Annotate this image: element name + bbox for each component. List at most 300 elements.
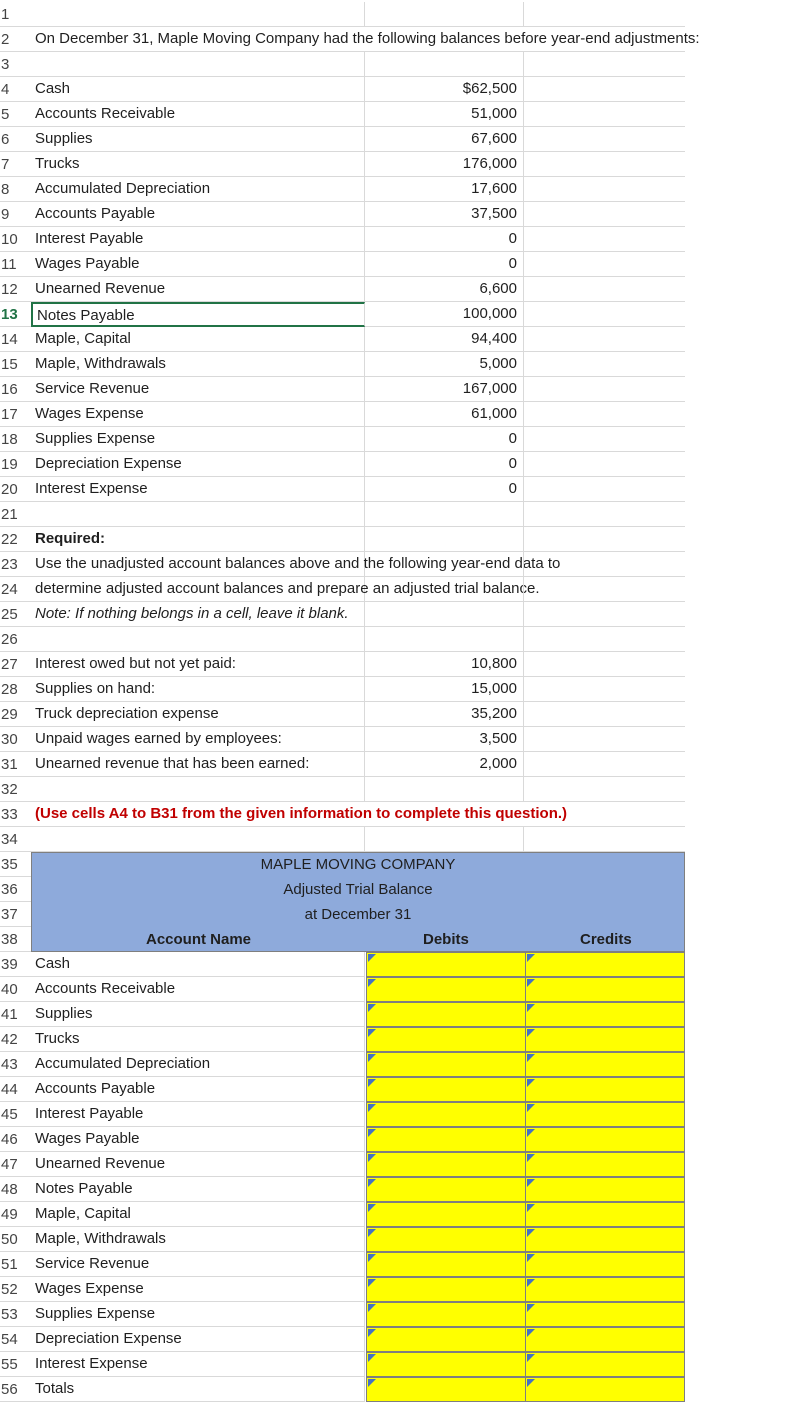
cell-c[interactable] [524, 502, 685, 527]
sheet-row [0, 402, 794, 427]
trial-balance-account-name[interactable]: Depreciation Expense [31, 1327, 365, 1352]
row-number[interactable]: 1 [1, 6, 10, 23]
trial-balance-row [0, 1052, 794, 1077]
adjustment-label[interactable]: Unpaid wages earned by employees: [31, 727, 365, 752]
balance-amount[interactable]: 0 [365, 427, 524, 452]
credit-input-cell[interactable] [525, 1177, 685, 1202]
balance-account-name[interactable]: Accounts Payable [31, 202, 365, 227]
cell-c[interactable] [524, 552, 685, 577]
row-number[interactable]: 13 [1, 306, 18, 323]
report-title: Adjusted Trial Balance [283, 881, 433, 898]
debit-input-cell[interactable] [366, 1277, 526, 1302]
trial-balance-account-name[interactable]: Accounts Payable [31, 1077, 365, 1102]
cell-a[interactable] [31, 52, 365, 77]
debit-input-cell[interactable] [366, 1027, 526, 1052]
trial-balance-account-name[interactable]: Interest Expense [31, 1352, 365, 1377]
adjustment-amount[interactable]: 35,200 [365, 702, 524, 727]
cell-c[interactable] [524, 702, 685, 727]
sheet-row [0, 27, 794, 52]
cell-c[interactable] [524, 527, 685, 552]
input-marker-icon [527, 1104, 535, 1112]
row-number[interactable]: 47 [1, 1156, 18, 1173]
balance-account-name[interactable]: Service Revenue [31, 377, 365, 402]
row-number[interactable]: 24 [1, 581, 18, 598]
cell-c[interactable] [524, 252, 685, 277]
credit-input-cell[interactable] [525, 1327, 685, 1352]
required-text-line2[interactable]: determine adjusted account balances and prepare an adjusted trial balance. [31, 577, 365, 602]
row-number[interactable]: 3 [1, 56, 10, 73]
cell-c[interactable] [524, 77, 685, 102]
credit-input-cell[interactable] [525, 977, 685, 1002]
row-number[interactable]: 2 [1, 31, 10, 48]
cell-c[interactable] [524, 677, 685, 702]
adjustment-label[interactable]: Unearned revenue that has been earned: [31, 752, 365, 777]
trial-balance-row [0, 1002, 794, 1027]
row-number[interactable]: 27 [1, 656, 18, 673]
required-text-line1[interactable]: Use the unadjusted account balances above and the following year-end data to [31, 552, 365, 577]
credit-input-cell[interactable] [525, 1227, 685, 1252]
sheet-row [0, 177, 794, 202]
row-number[interactable]: 20 [1, 481, 18, 498]
required-heading[interactable]: Required: [31, 527, 365, 552]
sheet-row [0, 52, 794, 77]
balance-amount[interactable]: 0 [365, 252, 524, 277]
trial-balance-row [0, 1177, 794, 1202]
row-number[interactable]: 21 [1, 506, 18, 523]
cell-c[interactable] [524, 802, 685, 827]
credit-input-cell[interactable] [525, 1027, 685, 1052]
trial-balance-account-name[interactable]: Maple, Withdrawals [31, 1227, 365, 1252]
balance-account-name[interactable]: Accumulated Depreciation [31, 177, 365, 202]
sheet-row [0, 302, 794, 327]
row-number[interactable]: 38 [1, 931, 18, 948]
credit-input-cell[interactable] [525, 952, 685, 977]
credit-input-cell[interactable] [525, 1077, 685, 1102]
trial-balance-row [0, 952, 794, 977]
row-number[interactable]: 32 [1, 781, 18, 798]
sheet-row [0, 352, 794, 377]
input-marker-icon [527, 1129, 535, 1137]
row-number[interactable]: 45 [1, 1106, 18, 1123]
cell-b[interactable] [365, 2, 524, 27]
credit-input-cell[interactable] [525, 1252, 685, 1277]
input-marker-icon [368, 1054, 376, 1062]
row-number[interactable]: 40 [1, 981, 18, 998]
trial-balance-row [0, 1352, 794, 1377]
cell-b[interactable] [365, 502, 524, 527]
sheet-row [0, 427, 794, 452]
balance-account-name[interactable]: Wages Payable [31, 252, 365, 277]
balance-amount[interactable]: 0 [365, 227, 524, 252]
cell-b[interactable] [365, 627, 524, 652]
report-date: at December 31 [304, 906, 412, 923]
debit-input-cell[interactable] [366, 1052, 526, 1077]
row-number[interactable]: 23 [1, 556, 18, 573]
sheet-row [0, 477, 794, 502]
row-number[interactable]: 15 [1, 356, 18, 373]
debit-input-cell[interactable] [366, 1127, 526, 1152]
cell-a[interactable] [31, 2, 365, 27]
cell-b[interactable] [365, 777, 524, 802]
credit-input-cell[interactable] [525, 1302, 685, 1327]
cell-c[interactable] [524, 277, 685, 302]
debit-input-cell[interactable] [366, 1352, 526, 1377]
cell-b[interactable] [365, 552, 524, 577]
credit-input-cell[interactable] [525, 1152, 685, 1177]
input-marker-icon [368, 1304, 376, 1312]
debit-input-cell[interactable] [366, 1002, 526, 1027]
input-marker-icon [527, 1254, 535, 1262]
input-marker-icon [368, 1254, 376, 1262]
cell-b[interactable] [365, 802, 524, 827]
input-marker-icon [368, 1229, 376, 1237]
cell-a[interactable] [31, 827, 365, 852]
adjustment-label[interactable]: Supplies on hand: [31, 677, 365, 702]
row-number[interactable]: 5 [1, 106, 10, 123]
input-marker-icon [527, 1029, 535, 1037]
input-marker-icon [527, 1229, 535, 1237]
cell-c[interactable] [524, 652, 685, 677]
adjustment-amount[interactable]: 2,000 [365, 752, 524, 777]
cell-c[interactable] [524, 427, 685, 452]
debit-input-cell[interactable] [366, 1252, 526, 1277]
trial-balance-row [0, 1202, 794, 1227]
input-marker-icon [527, 1204, 535, 1212]
row-number[interactable]: 46 [1, 1131, 18, 1148]
adjustment-amount[interactable]: 15,000 [365, 677, 524, 702]
row-number[interactable]: 54 [1, 1331, 18, 1348]
sheet-row [0, 127, 794, 152]
row-number[interactable]: 18 [1, 431, 18, 448]
cell-c[interactable] [524, 302, 685, 327]
balance-amount[interactable]: 5,000 [365, 352, 524, 377]
sheet-row [0, 327, 794, 352]
row-number[interactable]: 41 [1, 1006, 18, 1023]
row-number[interactable]: 33 [1, 806, 18, 823]
trial-balance-row [0, 1252, 794, 1277]
trial-balance-account-name[interactable]: Interest Payable [31, 1102, 365, 1127]
row-number[interactable]: 48 [1, 1181, 18, 1198]
row-number[interactable]: 17 [1, 406, 18, 423]
adjustment-amount[interactable]: 3,500 [365, 727, 524, 752]
input-marker-icon [368, 1004, 376, 1012]
trial-balance-account-name[interactable]: Unearned Revenue [31, 1152, 365, 1177]
note-text[interactable] [31, 602, 365, 627]
row-number[interactable]: 25 [1, 606, 18, 623]
input-marker-icon [368, 1179, 376, 1187]
cell-b[interactable] [365, 602, 524, 627]
row-number[interactable]: 52 [1, 1281, 18, 1298]
input-marker-icon [527, 954, 535, 962]
row-number[interactable]: 35 [1, 856, 18, 873]
trial-balance-row [0, 977, 794, 1002]
sheet-row [0, 2, 794, 27]
cell-c[interactable] [524, 152, 685, 177]
balance-amount[interactable]: 61,000 [365, 402, 524, 427]
row-number[interactable]: 42 [1, 1031, 18, 1048]
row-number[interactable]: 44 [1, 1081, 18, 1098]
balance-account-name[interactable]: Accounts Receivable [31, 102, 365, 127]
cell-c[interactable] [524, 127, 685, 152]
row-number[interactable]: 51 [1, 1256, 18, 1273]
cell-c[interactable] [524, 102, 685, 127]
row-number[interactable]: 6 [1, 131, 10, 148]
balance-account-name[interactable]: Supplies [31, 127, 365, 152]
input-marker-icon [368, 1379, 376, 1387]
trial-balance-account-name[interactable]: Totals [31, 1377, 365, 1402]
row-number[interactable]: 49 [1, 1206, 18, 1223]
sheet-row [0, 727, 794, 752]
trial-balance-row [0, 1077, 794, 1102]
adjustment-label[interactable]: Truck depreciation expense [31, 702, 365, 727]
input-marker-icon [368, 979, 376, 987]
cell-c[interactable] [524, 602, 685, 627]
input-marker-icon [527, 979, 535, 987]
cell-c[interactable] [524, 52, 685, 77]
row-number[interactable]: 4 [1, 81, 10, 98]
trial-balance-account-name[interactable]: Accounts Receivable [31, 977, 365, 1002]
cell-c[interactable] [524, 627, 685, 652]
cell-c[interactable] [524, 402, 685, 427]
row-number[interactable]: 19 [1, 456, 18, 473]
cell-b[interactable] [365, 577, 524, 602]
credit-input-cell[interactable] [525, 1202, 685, 1227]
row-number[interactable]: 10 [1, 231, 18, 248]
trial-balance-row [0, 1277, 794, 1302]
row-number[interactable]: 30 [1, 731, 18, 748]
balance-account-name[interactable]: Maple, Withdrawals [31, 352, 365, 377]
input-marker-icon [527, 1279, 535, 1287]
sheet-row [0, 227, 794, 252]
sheet-row [0, 252, 794, 277]
company-name: MAPLE MOVING COMPANY [260, 856, 456, 873]
credit-input-cell[interactable] [525, 1127, 685, 1152]
row-number[interactable]: 43 [1, 1056, 18, 1073]
sheet-row [0, 452, 794, 477]
trial-balance-row [0, 1127, 794, 1152]
cell-c[interactable] [524, 2, 685, 27]
row-number[interactable]: 39 [1, 956, 18, 973]
row-number[interactable]: 11 [1, 256, 17, 273]
balance-amount[interactable]: 0 [365, 452, 524, 477]
debit-input-cell[interactable] [366, 1377, 526, 1402]
cell-c[interactable] [524, 202, 685, 227]
sheet-row [0, 627, 794, 652]
sheet-row [0, 752, 794, 777]
input-marker-icon [527, 1304, 535, 1312]
balance-account-name[interactable]: Interest Payable [31, 227, 365, 252]
row-number[interactable]: 55 [1, 1356, 18, 1373]
input-marker-icon [527, 1154, 535, 1162]
row-number[interactable]: 37 [1, 906, 18, 923]
cell-c[interactable] [524, 727, 685, 752]
credit-input-cell[interactable] [525, 1377, 685, 1402]
trial-balance-row [0, 1227, 794, 1252]
credit-input-cell[interactable] [525, 1002, 685, 1027]
cell-c[interactable] [524, 177, 685, 202]
sheet-row [0, 577, 794, 602]
sheet-row [0, 652, 794, 677]
debit-input-cell[interactable] [366, 1302, 526, 1327]
trial-balance-account-name[interactable]: Wages Expense [31, 1277, 365, 1302]
balance-account-name[interactable]: Unearned Revenue [31, 277, 365, 302]
column-header-account: Account Name [146, 931, 252, 948]
cell-a[interactable] [31, 627, 365, 652]
cell-a[interactable] [31, 777, 365, 802]
cell-c[interactable] [524, 27, 685, 52]
balance-amount[interactable]: $62,500 [365, 77, 524, 102]
row-number[interactable]: 29 [1, 706, 18, 723]
cell-b[interactable] [365, 527, 524, 552]
cell-c[interactable] [524, 577, 685, 602]
row-number[interactable]: 8 [1, 181, 10, 198]
trial-balance-row [0, 1377, 794, 1402]
trial-balance-header [31, 852, 685, 952]
balance-account-name[interactable]: Interest Expense [31, 477, 365, 502]
trial-balance-row [0, 1152, 794, 1177]
balance-amount[interactable]: 94,400 [365, 327, 524, 352]
input-marker-icon [368, 1279, 376, 1287]
cell-c[interactable] [524, 477, 685, 502]
balance-account-name[interactable]: Supplies Expense [31, 427, 365, 452]
cell-c[interactable] [524, 452, 685, 477]
row-number[interactable]: 14 [1, 331, 18, 348]
input-marker-icon [527, 1179, 535, 1187]
row-number[interactable]: 36 [1, 881, 18, 898]
balance-amount[interactable]: 6,600 [365, 277, 524, 302]
input-marker-icon [368, 1354, 376, 1362]
row-number[interactable]: 16 [1, 381, 18, 398]
row-number[interactable]: 22 [1, 531, 18, 548]
debit-input-cell[interactable] [366, 1152, 526, 1177]
adjustment-label[interactable]: Interest owed but not yet paid: [31, 652, 365, 677]
sheet-row [0, 602, 794, 627]
input-marker-icon [368, 1104, 376, 1112]
cell-b[interactable] [365, 827, 524, 852]
trial-balance-account-name[interactable]: Service Revenue [31, 1252, 365, 1277]
row-number[interactable]: 56 [1, 1381, 18, 1398]
trial-balance-row [0, 1327, 794, 1352]
balance-account-name[interactable]: Cash [31, 77, 365, 102]
input-marker-icon [527, 1379, 535, 1387]
row-number[interactable]: 28 [1, 681, 18, 698]
balance-account-name[interactable]: Maple, Capital [31, 327, 365, 352]
cell-b[interactable] [365, 27, 524, 52]
input-marker-icon [368, 954, 376, 962]
input-marker-icon [527, 1354, 535, 1362]
cell-c[interactable] [524, 827, 685, 852]
credit-input-cell[interactable] [525, 1352, 685, 1377]
cell-a[interactable] [31, 502, 365, 527]
adjustment-amount[interactable]: 10,800 [365, 652, 524, 677]
sheet-row [0, 202, 794, 227]
credit-input-cell[interactable] [525, 1277, 685, 1302]
cell-c[interactable] [524, 777, 685, 802]
balance-amount[interactable]: 51,000 [365, 102, 524, 127]
trial-balance-account-name[interactable]: Supplies Expense [31, 1302, 365, 1327]
row-number[interactable]: 50 [1, 1231, 18, 1248]
cell-b[interactable] [365, 52, 524, 77]
cell-c[interactable] [524, 377, 685, 402]
sheet-row [0, 102, 794, 127]
debit-input-cell[interactable] [366, 1102, 526, 1127]
balance-amount[interactable]: 67,600 [365, 127, 524, 152]
cell-c[interactable] [524, 352, 685, 377]
row-number[interactable]: 53 [1, 1306, 18, 1323]
debit-input-cell[interactable] [366, 952, 526, 977]
balance-amount[interactable]: 176,000 [365, 152, 524, 177]
balance-amount[interactable]: 17,600 [365, 177, 524, 202]
sheet-row [0, 827, 794, 852]
balance-account-name[interactable]: Depreciation Expense [31, 452, 365, 477]
column-header-credits: Credits [580, 931, 632, 948]
input-marker-icon [368, 1079, 376, 1087]
row-number[interactable]: 26 [1, 631, 18, 648]
debit-input-cell[interactable] [366, 977, 526, 1002]
cell-c[interactable] [524, 227, 685, 252]
balance-amount[interactable]: 37,500 [365, 202, 524, 227]
trial-balance-account-name[interactable]: Cash [31, 952, 365, 977]
trial-balance-account-name[interactable]: Supplies [31, 1002, 365, 1027]
balance-account-name[interactable]: Wages Expense [31, 402, 365, 427]
sheet-row [0, 777, 794, 802]
trial-balance-account-name[interactable]: Accumulated Depreciation [31, 1052, 365, 1077]
trial-balance-account-name[interactable]: Trucks [31, 1027, 365, 1052]
balance-account-name[interactable]: Trucks [31, 152, 365, 177]
trial-balance-account-name[interactable]: Wages Payable [31, 1127, 365, 1152]
input-marker-icon [368, 1129, 376, 1137]
trial-balance-row [0, 1102, 794, 1127]
sheet-row [0, 152, 794, 177]
sheet-row [0, 802, 794, 827]
input-marker-icon [368, 1154, 376, 1162]
input-marker-icon [527, 1054, 535, 1062]
trial-balance-account-name[interactable]: Maple, Capital [31, 1202, 365, 1227]
instruction-text[interactable]: (Use cells A4 to B31 from the given information to complete this question.) [31, 802, 365, 827]
balance-amount[interactable]: 167,000 [365, 377, 524, 402]
debit-input-cell[interactable] [366, 1077, 526, 1102]
cell-c[interactable] [524, 752, 685, 777]
credit-input-cell[interactable] [525, 1102, 685, 1127]
input-marker-icon [368, 1329, 376, 1337]
row-number[interactable]: 12 [1, 281, 18, 298]
trial-balance-account-name[interactable]: Notes Payable [31, 1177, 365, 1202]
input-marker-icon [527, 1329, 535, 1337]
sheet-row [0, 502, 794, 527]
row-number[interactable]: 34 [1, 831, 18, 848]
balance-amount[interactable]: 0 [365, 477, 524, 502]
debit-input-cell[interactable] [366, 1177, 526, 1202]
input-marker-icon [368, 1029, 376, 1037]
cell-c[interactable] [524, 327, 685, 352]
note-prefix: Note: [35, 605, 71, 622]
sheet-row [0, 377, 794, 402]
debit-input-cell[interactable] [366, 1327, 526, 1352]
note-body: If nothing belongs in a cell, leave it blank. [75, 605, 349, 622]
row-number[interactable]: 9 [1, 206, 10, 223]
row-number[interactable]: 7 [1, 156, 10, 173]
balance-amount[interactable]: 100,000 [365, 302, 524, 327]
balance-account-name[interactable]: Notes Payable [31, 302, 365, 327]
debit-input-cell[interactable] [366, 1227, 526, 1252]
sheet-row [0, 677, 794, 702]
credit-input-cell[interactable] [525, 1052, 685, 1077]
sheet-row [0, 527, 794, 552]
debit-input-cell[interactable] [366, 1202, 526, 1227]
row-number[interactable]: 31 [1, 756, 18, 773]
sheet-row [0, 552, 794, 577]
intro-text[interactable]: On December 31, Maple Moving Company had the following balances before year-end adjustments: [31, 27, 365, 52]
